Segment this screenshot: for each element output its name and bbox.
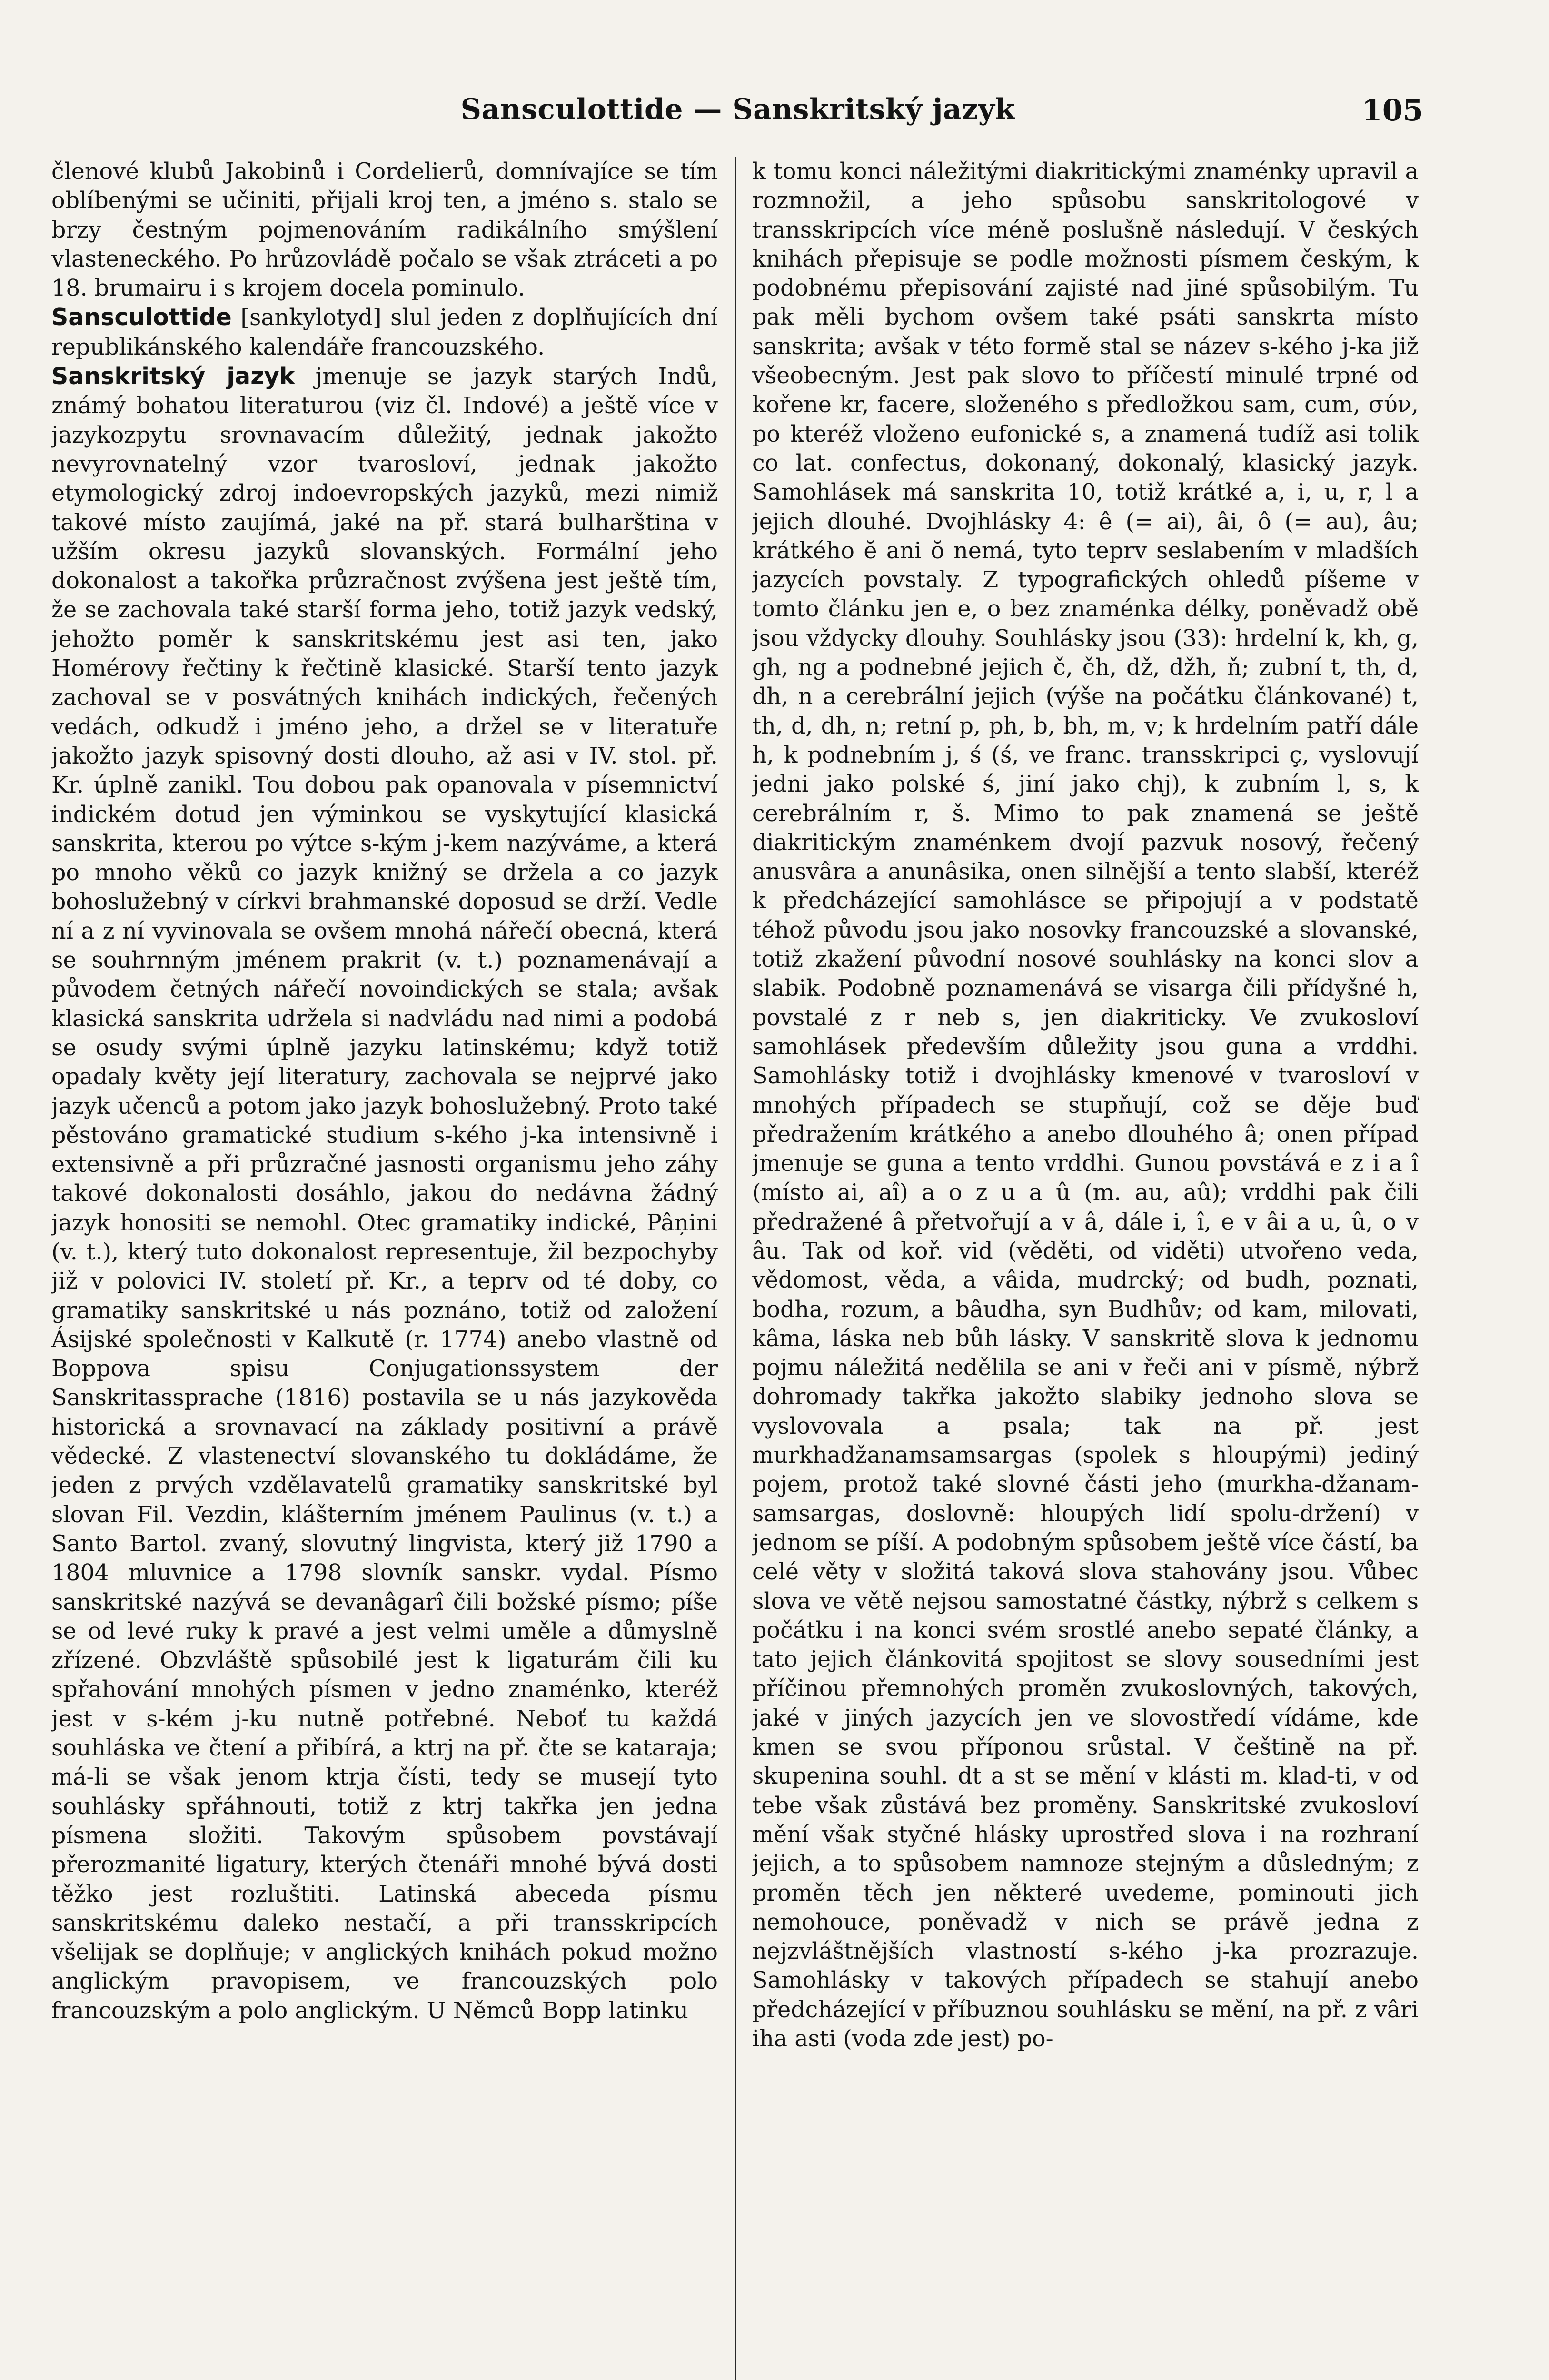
column-divider (735, 157, 736, 2380)
running-title: Sansculottide — Sanskritský jazyk (460, 93, 1015, 126)
paragraph: členové klubů Jakobinů i Cordelierů, domnívajíce se tím oblíbenými se učiniti, přijali kroj ten, a jméno s. stalo se brzy čestným pojmenováním radikálního smýšlení vlasteneckého. Po hrůzovládě počalo se však ztráceti a po 18. brumairu i s krojem docela pominulo. (51, 159, 718, 302)
entry-body: [sankylotyd] slul jeden z doplňujících dní republikánského kalendáře francouzského. (51, 305, 718, 360)
entry-sanskritsky-jazyk (51, 362, 718, 2025)
paragraph: k tomu konci náležitými diakritickými znaménky upravil a rozmnožil, a jeho spůsobu sanskritologové v transskripcích více méně poslušně následují. V českých knihách přepisuje se podle možnosti písmem českým, k podobnému přepisování zajisté nad jiné spůsobilým. Tu pak měli bychom ovšem také psáti sanskrta místo sanskrita; avšak v této formě stal se název s-kého j-ka již všeobecným. Jest pak slovo to příčestí minulé trpné od kořene kr, facere, složeného s předložkou sam, cum, σύν, po kteréž vloženo eufonické s, a znamená tudíž asi tolik co lat. confectus, dokonaný, dokonalý, klasický jazyk. Samohlásek má sanskrita 10, totiž krátké a, i, u, r, l a jejich dlouhé. Dvojhlásky 4: ê (= ai), âi, ô (= au), âu; krátkého ĕ ani ŏ nemá, tyto teprv seslabením v mladších jazycích povstaly. Z typografických ohledů píšeme v tomto článku jen e, o bez znaménka délky, poněvadž obě jsou vždycky dlouhy. Souhlásky jsou (33): hrdelní k, kh, g, gh, ng a podnebné jejich č, čh, dž, džh, ň; zubní t, th, d, dh, n a cerebrální jejich (výše na počátku článkované) t, th, d, dh, n; retní p, ph, b, bh, m, v; k hrdelním patří dále h, k podnebním j, ś (ś, ve franc. transskripci ç, vyslovují jedni jako polské ś, jiní jako chj), k zubním l, s, k cerebrálním r, š. Mimo to pak znamená se ještě diakritickým znaménkem dvojí pazvuk nosový, řečený anusvâra a anunâsika, onen silnější a tento slabší, kteréž k předcházející samohlásce se připojují a v podstatě téhož původu jsou jako nosovky francouzské a slovanské, totiž zkažení původní nosové souhlásky na konci slov a slabik. Podobně poznamenává se visarga čili přídyšné h, povstalé z r neb s, jen diakriticky. Ve zvukosloví samohlásek především důležity jsou guna a vrddhi. Samohlásky totiž i dvojhlásky kmenové v tvarosloví v mnohých případech se stupňují, což se děje buď předražením krátkého a anebo dlouhého â; onen případ jmenuje se guna a tento vrddhi. Gunou povstává e z i a î (místo ai, aî) a o z u a û (m. au, aû); vrddhi pak čili předražené â přetvořují a v â, dále i, î, e v âi a u, û, o v âu. Tak od koř. vid (věděti, od viděti) utvořeno veda, vědomost, věda, a vâida, mudrcký; od budh, poznati, bodha, rozum, a bâudha, syn Budhův; od kam, milovati, kâma, láska neb bůh lásky. V sanskritě slova k jednomu pojmu náležitá nedělila se ani v řeči ani v písmě, nýbrž dohromady takřka jakožto slabiky jednoho slova se vyslovovala a psala; tak na př. jest murkhadžanamsamsargas (spolek s hloupými) jediný pojem, protož také slovné části jeho (murkha-džanam-samsargas, doslovně: hloupých lidí spolu-držení) v jednom se píší. A podobným spůsobem ještě více částí, ba celé věty v složitá taková slova stahovány jsou. Vůbec slova ve větě nejsou samostatné částky, nýbrž s celkem s počátku i na konci svém srostlé anebo sepaté články, a tato jejich článkovitá spojitost se slovy sousedními jest příčinou přemnohých proměn zvukoslovných, takových, jaké v jiných jazycích jen ve slovostředí vídáme, kde kmen se svou příponou srůstal. V češtině na př. skupenina souhl. dt a st se mění v klásti m. klad-ti, v od tebe však zůstává bez proměny. Sanskritské zvukosloví mění však styčné hlásky uprostřed slova i na rozhraní jejich, a to spůsobem namnoze stejným a důsledným; z proměn těch jen některé uvedeme, pominouti jich nemohouce, poněvadž v nich se právě jedna z nejzvláštnějších vlastností s-kého j-ka prozrazuje. Samohlásky v takových případech se stahují anebo předcházející v příbuznou souhlásku se mění, na př. z vâri iha asti (voda zde jest) po- (752, 159, 1419, 2052)
entry-body: jmenuje se jazyk starých Indů, známý bohatou literaturou (viz čl. Indové) a ještě více v jazykozpytu srovnavacím důležitý, jednak jakožto nevyrovnatelný vzor tvarosloví, jednak jakožto etymologický zdroj indoevropských jazyků, mezi nimiž takové místo zaujímá, jaké na př. stará bulharština v užším okresu jazyků slovanských. Formální jeho dokonalost a takořka průzračnost zvýšena jest ještě tím, že se zachovala také starší forma jeho, totiž jazyk vedský, jehožto poměr k sanskritskému jest asi ten, jako Homérovy řečtiny k řečtině klasické. Starší tento jazyk zachoval se v posvátných knihách indických, řečených vedách, odkudž i jméno jeho, a držel se v literatuře jakožto jazyk spisovný dosti dlouho, až asi v IV. stol. př. Kr. úplně zanikl. Tou dobou pak opanovala v písemnictví indickém dotud jen výminkou se vyskytující klasická sanskrita, kterou po výtce s-kým j-kem nazýváme, a která po mnoho věků co jazyk knižný se držela a co jazyk bohoslužebný v církvi brahmanské doposud se drží. Vedle ní a z ní vyvinovala se ovšem mnohá nářečí obecná, která se souhrnným jménem prakrit (v. t.) poznamenávají a původem četných nářečí novoindických se stala; avšak klasická sanskrita udržela si nadvládu nad nimi a podobá se osudy svými úplně jazyku latinskému; když totiž opadaly květy její literatury, zachovala se nejprvé jako jazyk učenců a potom jako jazyk bohoslužebný. Proto také pěstováno gramatické studium s-kého j-ka intensivně i extensivně a při průzračné jasnosti organismu jeho záhy takové dokonalosti dosáhlo, jakou do nedávna žádný jazyk honositi se nemohl. Otec gramatiky indické, Pâņini (v. t.), který tuto dokonalost representuje, žil bezpochyby již v polovici IV. století př. Kr., a teprv od té doby, co gramatiky sanskritské u nás poznáno, totiž od založení Ásijské společnosti v Kalkutě (r. 1774) anebo vlastně od Boppova spisu Conjugationssystem der Sanskritassprache (1816) postavila se u nás jazykověda historická a srovnavací na základy positivní a právě vědecké. Z vlastenectví slovanského tu dokládáme, že jeden z prvých vzdělavatelů gramatiky sanskritské byl slovan Fil. Vezdin, klášterním jménem Paulinus (v. t.) a Santo Bartol. zvaný, slovutný lingvista, který již 1790 a 1804 mluvnice a 1798 slovník sanskr. vydal. Písmo sanskritské nazývá se devanâgarî čili božské písmo; píše se od levé ruky k pravé a jest velmi uměle a důmyslně zřízené. Obzvláště spůsobilé jest k ligaturám čili ku spřahování mnohých písmen v jedno znaménko, kteréž jest v s-kém j-ku nutně potřebné. Neboť tu každá souhláska ve čtení a přibírá, a ktrj na př. čte se kataraja; má-li se však jenom ktrja čísti, tedy se musejí tyto souhlásky spřáhnouti, totiž z ktrj takřka jen jedna písmena složiti. Takovým spůsobem povstávají přerozmanité ligatury, kterých čtenáři mnohé bývá dosti těžko jest rozluštiti. Latinská abeceda písmu sanskritskému daleko nestačí, a při transskripcích všelijak se doplňuje; v anglických knihách pokud možno anglickým pravopisem, ve francouzských polo francouzským a polo anglickým. U Němců Bopp latinku (51, 364, 718, 2024)
page-number: 105 (1361, 93, 1423, 128)
left-column (51, 157, 718, 2380)
entry-sansculottide (51, 303, 718, 362)
page-header (52, 93, 1423, 136)
entry-headword: Sansculottide (51, 304, 232, 331)
entry-headword: Sanskritský jazyk (51, 363, 295, 390)
right-column (752, 157, 1419, 2380)
